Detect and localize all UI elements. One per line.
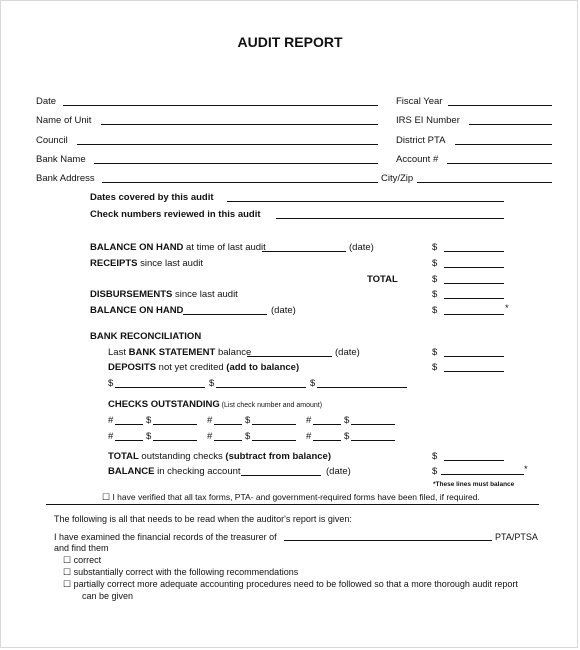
district-pta-field[interactable] bbox=[455, 144, 552, 145]
date-label: Date bbox=[36, 96, 57, 107]
council-field[interactable] bbox=[77, 144, 378, 145]
irs-ei-number-field[interactable] bbox=[469, 124, 552, 125]
currency-sign: $ bbox=[209, 378, 215, 389]
verify-statement bbox=[102, 492, 480, 503]
check-amount-field[interactable] bbox=[153, 440, 197, 441]
currency-sign: $ bbox=[432, 362, 438, 373]
balance-current-date-field[interactable] bbox=[183, 314, 267, 315]
check-number-hash: # bbox=[306, 415, 312, 426]
deposit-entry-field[interactable] bbox=[317, 387, 407, 388]
account-number-field[interactable] bbox=[447, 163, 552, 164]
name-of-unit-label: Name of Unit bbox=[36, 115, 92, 126]
check-amount-field[interactable] bbox=[252, 424, 296, 425]
option-correct: ☐ correct bbox=[63, 555, 102, 565]
verify-text: I have verified that all tax forms, PTA- and government-required forms have been filed, if required. bbox=[112, 492, 480, 502]
check-number-hash: # bbox=[108, 415, 114, 426]
bank-reconciliation-heading: BANK RECONCILIATION bbox=[90, 331, 202, 342]
check-number-field[interactable] bbox=[313, 424, 341, 425]
statement-date-field[interactable] bbox=[247, 356, 332, 357]
statement-amount-field[interactable] bbox=[444, 356, 504, 357]
asterisk-mark: * bbox=[524, 464, 528, 475]
check-number-hash: # bbox=[108, 431, 114, 442]
checkbox[interactable]: ☐ bbox=[63, 555, 72, 565]
total-amount-field[interactable] bbox=[444, 283, 504, 284]
treasurer-unit-field[interactable] bbox=[284, 540, 492, 541]
checkbox[interactable]: ☐ bbox=[63, 579, 72, 589]
check-number-field[interactable] bbox=[313, 440, 341, 441]
balance-date-field[interactable] bbox=[262, 251, 346, 252]
currency-sign: $ bbox=[432, 289, 438, 300]
city-zip-field[interactable] bbox=[417, 182, 552, 183]
check-number-field[interactable] bbox=[115, 440, 143, 441]
check-number-field[interactable] bbox=[214, 424, 242, 425]
find-them-text: and find them bbox=[54, 543, 109, 553]
deposits-amount-field[interactable] bbox=[444, 371, 504, 372]
total-label: TOTAL bbox=[367, 274, 398, 285]
date-hint: (date) bbox=[335, 347, 360, 358]
date-hint: (date) bbox=[349, 242, 374, 253]
check-number-field[interactable] bbox=[214, 440, 242, 441]
bank-name-field[interactable] bbox=[94, 163, 378, 164]
currency-sign: $ bbox=[432, 347, 438, 358]
checking-date-field[interactable] bbox=[241, 475, 321, 476]
lines-must-balance-note: *These lines must balance bbox=[433, 481, 515, 488]
currency-sign: $ bbox=[146, 415, 152, 426]
fiscal-year-field[interactable] bbox=[448, 105, 552, 106]
currency-sign: $ bbox=[146, 431, 152, 442]
checks-outstanding-row: CHECKS OUTSTANDING (List check number and amount) bbox=[108, 399, 323, 410]
balance-checking-row: BALANCE in checking account bbox=[108, 466, 241, 477]
currency-sign: $ bbox=[245, 415, 251, 426]
last-bank-statement-row: Last BANK STATEMENT balance bbox=[108, 347, 252, 358]
dates-covered-label: Dates covered by this audit bbox=[90, 192, 214, 203]
name-of-unit-field[interactable] bbox=[101, 124, 378, 125]
balance-current-amount-field[interactable] bbox=[444, 314, 504, 315]
asterisk-mark: * bbox=[505, 303, 509, 314]
check-numbers-label: Check numbers reviewed in this audit bbox=[90, 209, 261, 220]
receipts-amount-field[interactable] bbox=[444, 267, 504, 268]
deposits-row: DEPOSITS not yet credited (add to balance) bbox=[108, 362, 300, 373]
currency-sign: $ bbox=[432, 274, 438, 285]
disbursements-row: DISBURSEMENTS since last audit bbox=[90, 289, 238, 300]
option-partially-correct: ☐ partially correct more adequate accounting procedures need to be followed so that a more thorough audit report bbox=[63, 579, 518, 589]
fiscal-year-label: Fiscal Year bbox=[396, 96, 443, 107]
currency-sign: $ bbox=[432, 258, 438, 269]
check-amount-field[interactable] bbox=[351, 424, 395, 425]
irs-ei-number-label: IRS EI Number bbox=[396, 115, 460, 126]
dates-covered-field[interactable] bbox=[227, 201, 504, 202]
checkbox[interactable]: ☐ bbox=[102, 492, 111, 502]
total-outstanding-row: TOTAL outstanding checks (subtract from balance) bbox=[108, 451, 331, 462]
balance-on-hand-current-label: BALANCE ON HAND bbox=[90, 305, 184, 316]
disbursements-amount-field[interactable] bbox=[444, 298, 504, 299]
currency-sign: $ bbox=[432, 466, 438, 477]
checkbox[interactable]: ☐ bbox=[63, 567, 72, 577]
currency-sign: $ bbox=[432, 451, 438, 462]
following-text: The following is all that needs to be read when the auditor's report is given: bbox=[54, 514, 352, 524]
currency-sign: $ bbox=[310, 378, 316, 389]
date-hint: (date) bbox=[271, 305, 296, 316]
balance-on-hand-row: BALANCE ON HAND at time of last audit bbox=[90, 242, 266, 253]
deposit-entry-field[interactable] bbox=[115, 387, 205, 388]
currency-sign: $ bbox=[108, 378, 114, 389]
currency-sign: $ bbox=[432, 305, 438, 316]
bank-address-label: Bank Address bbox=[36, 173, 95, 184]
check-amount-field[interactable] bbox=[351, 440, 395, 441]
currency-sign: $ bbox=[344, 415, 350, 426]
divider bbox=[46, 504, 539, 505]
pta-ptsa-label: PTA/PTSA bbox=[495, 532, 538, 542]
option-substantially-correct: ☐ substantially correct with the following recommendations bbox=[63, 567, 299, 577]
check-amount-field[interactable] bbox=[252, 440, 296, 441]
council-label: Council bbox=[36, 135, 68, 146]
check-number-hash: # bbox=[207, 415, 213, 426]
page-title: AUDIT REPORT bbox=[237, 34, 343, 50]
check-numbers-field[interactable] bbox=[276, 218, 504, 219]
examined-text: I have examined the financial records of the treasurer of bbox=[54, 532, 277, 542]
currency-sign: $ bbox=[344, 431, 350, 442]
option-partially-correct-cont: can be given bbox=[82, 591, 134, 601]
currency-sign: $ bbox=[432, 242, 438, 253]
receipts-row: RECEIPTS since last audit bbox=[90, 258, 203, 269]
date-field[interactable] bbox=[63, 105, 378, 106]
checking-amount-field[interactable] bbox=[441, 474, 524, 475]
check-amount-field[interactable] bbox=[153, 424, 197, 425]
city-zip-label: City/Zip bbox=[381, 173, 414, 184]
check-number-hash: # bbox=[207, 431, 213, 442]
district-pta-label: District PTA bbox=[396, 135, 446, 146]
check-number-hash: # bbox=[306, 431, 312, 442]
account-number-label: Account # bbox=[396, 154, 439, 165]
check-number-field[interactable] bbox=[115, 424, 143, 425]
bank-address-field[interactable] bbox=[102, 182, 378, 183]
balance-amount-field[interactable] bbox=[444, 251, 504, 252]
total-outstanding-amount-field[interactable] bbox=[444, 460, 504, 461]
currency-sign: $ bbox=[245, 431, 251, 442]
bank-name-label: Bank Name bbox=[36, 154, 86, 165]
date-hint: (date) bbox=[326, 466, 351, 477]
deposit-entry-field[interactable] bbox=[216, 387, 306, 388]
